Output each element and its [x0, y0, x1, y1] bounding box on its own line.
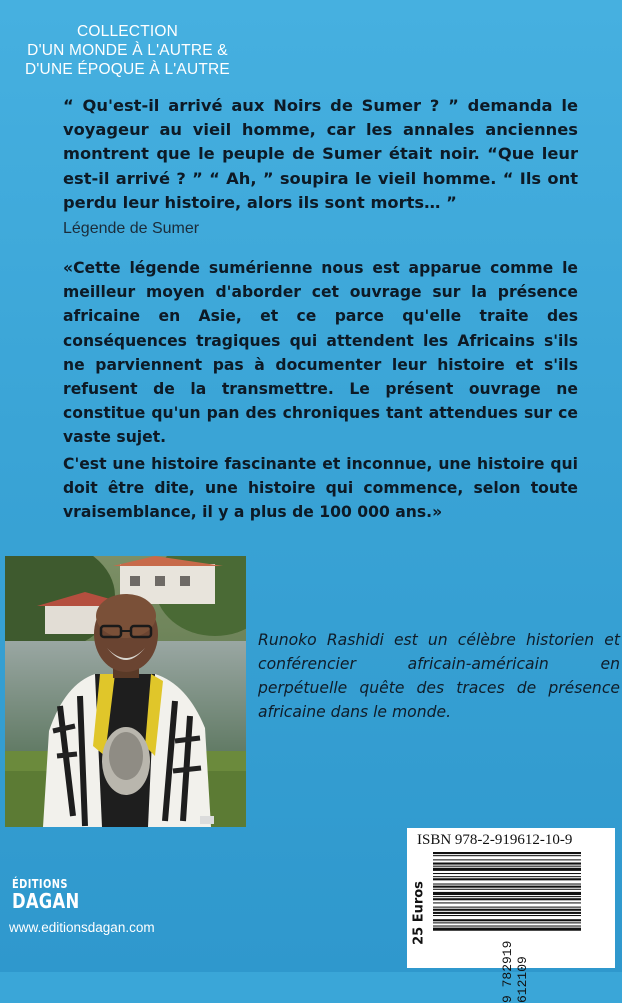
- blurb-paragraph-2: C'est une histoire fascinante et inconnue, une histoire qui doit être dite, une histoire qui commence, selon toute vraisemblance, il y a plus de 100 000 ans.»: [63, 455, 578, 522]
- barcode-bar: [433, 852, 581, 854]
- publisher-logo-line-1: ÉDITIONS: [12, 877, 68, 891]
- barcode-bar: [433, 889, 581, 890]
- barcode-bar: [433, 898, 581, 900]
- barcode-bar: [433, 868, 581, 871]
- epigraph-quote: “ Qu'est-il arrivé aux Noirs de Sumer ? ” demanda le voyageur au vieil homme, car les annales anciennes montrent que le peuple de Sumer était noir. “Que leur est-il arrivé ? ” “ Ah, ” soupira le vieil homme. “ Ils ont perdu leur histoire, alors ils sont morts… ”: [63, 96, 578, 212]
- barcode-bar: [433, 859, 581, 860]
- author-photo: [5, 556, 246, 827]
- barcode-bar: [433, 896, 581, 897]
- barcode-bar: [433, 886, 581, 888]
- author-portrait-illustration: [5, 556, 246, 827]
- collection-title: [20, 22, 235, 79]
- collection-line: D'UN MONDE À L'AUTRE &: [27, 42, 228, 59]
- barcode-bar: [433, 863, 581, 865]
- publisher-website: www.editionsdagan.com: [9, 920, 155, 935]
- barcode-label: [407, 828, 615, 1003]
- collection-line: D'UNE ÉPOQUE À L'AUTRE: [25, 61, 230, 78]
- ean-number: [415, 940, 615, 1003]
- epigraph-source: Légende de Sumer: [63, 220, 200, 237]
- author-bio: Runoko Rashidi est un célèbre historien et conférencier africain-américain en perpétuelle quête des traces de présence africaine dans le monde.: [258, 631, 620, 721]
- isbn-number: ISBN 978-2-919612-10-9: [417, 832, 573, 848]
- barcode-bar: [433, 876, 581, 877]
- barcode-bar: [433, 884, 581, 885]
- publisher-logo: [12, 878, 79, 911]
- blurb-paragraph-1: «Cette légende sumérienne nous est apparue comme le meilleur moyen d'aborder cet ouvrage sur la présence africaine en Asie, et ce parce qu'elle traite des conséquences tragiques qui attendent les Africains s'ils ne parviennent pas à documenter leur histoire et s'ils refusent de la transmettre. Le présent ouvrage ne constitue qu'un pan des chroniques tant attendues sur ce vaste sujet.: [63, 259, 578, 447]
- ean-text: 9 782919 612109: [500, 940, 530, 1003]
- publisher-logo-line-2: DAGAN: [12, 889, 80, 913]
- barcode-bar: [433, 873, 581, 874]
- barcode-bar: [433, 855, 581, 856]
- collection-line: COLLECTION: [76, 23, 179, 40]
- barcode-bar: [433, 892, 581, 895]
- price-text: 25 Euros: [411, 881, 427, 945]
- barcode-bar: [433, 866, 581, 867]
- barcode-bar: [433, 878, 581, 880]
